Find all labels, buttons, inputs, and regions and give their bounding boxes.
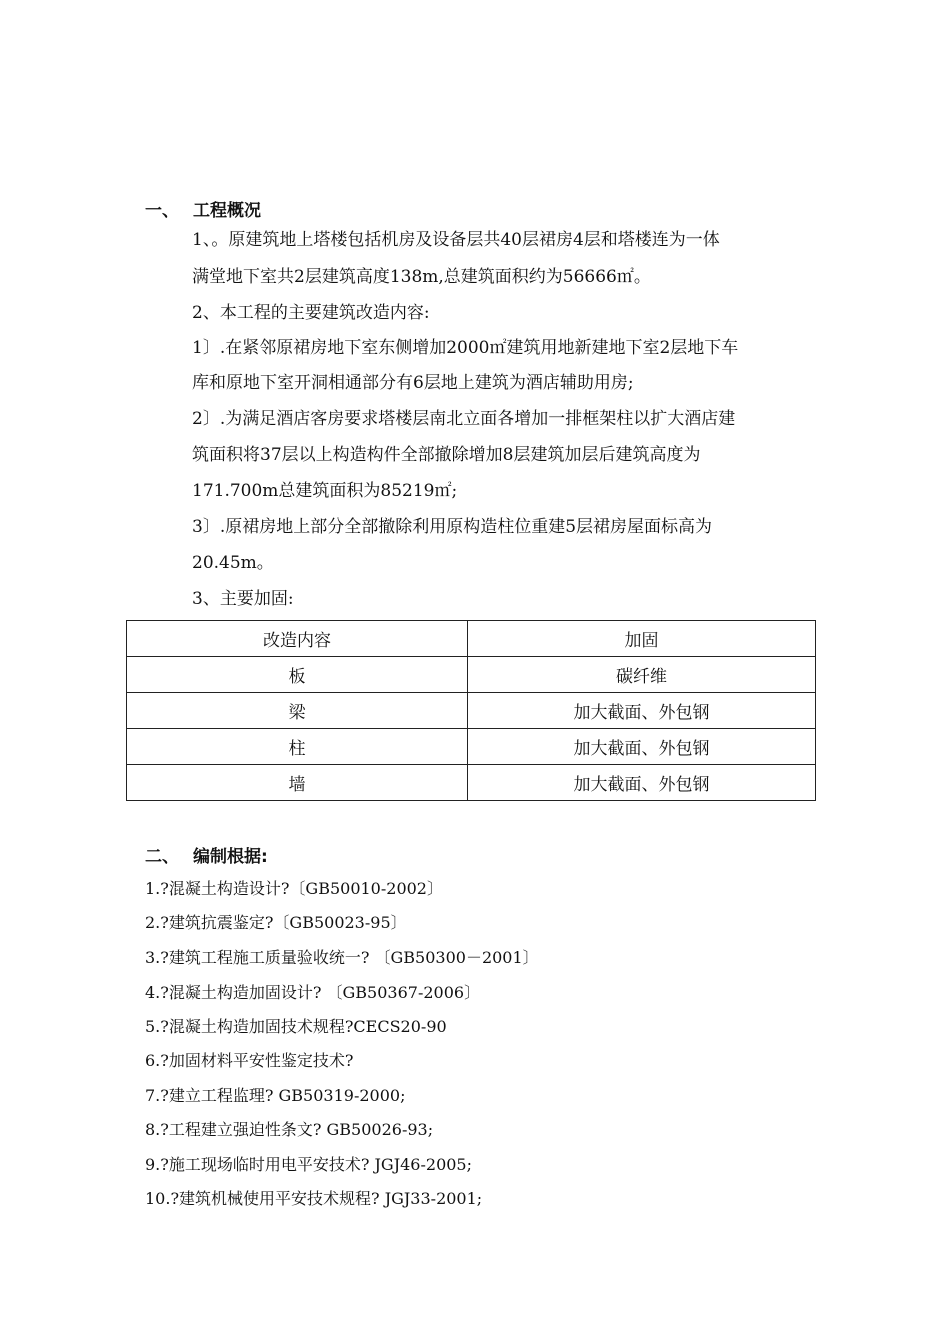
table-cell: 梁 [127,693,468,729]
table-row [127,765,816,801]
paragraph-line: 3〕.原裙房地上部分全部撤除利用原构造柱位重建5层裙房屋面标高为 [192,517,713,537]
paragraph-line: 20.45m。 [192,553,274,573]
reinforcement-table [126,620,816,801]
paragraph-line: 2〕.为满足酒店客房要求塔楼层南北立面各增加一排框架柱以扩大酒店建 [192,409,736,429]
section-title: 工程概况 [193,201,261,221]
reference-item: 10.?建筑机械使用平安技术规程? JGJ33-2001; [145,1189,483,1208]
reference-item: 7.?建立工程监理? GB50319-2000; [145,1086,406,1105]
reference-item: 1.?混凝土构造设计?〔GB50010-2002〕 [145,879,443,898]
table-cell: 加大截面、外包钢 [468,729,816,765]
paragraph-line: 1、。原建筑地上塔楼包括机房及设备层共40层裙房4层和塔楼连为一体 [192,230,720,250]
table-cell: 墙 [127,765,468,801]
table-cell: 加大截面、外包钢 [468,765,816,801]
table-header-cell: 改造内容 [127,621,468,657]
table-cell: 柱 [127,729,468,765]
section-title: 编制根据: [193,847,268,867]
table-row [127,657,816,693]
table-row [127,729,816,765]
paragraph-line: 库和原地下室开洞相通部分有6层地上建筑为酒店辅助用房; [192,373,634,393]
section-number: 二、 [145,847,179,867]
paragraph-line: 满堂地下室共2层建筑高度138m,总建筑面积约为56666㎡。 [192,267,651,287]
table-header-row [127,621,816,657]
reference-item: 5.?混凝土构造加固技术规程?CECS20-90 [145,1017,447,1036]
table-header-cell: 加固 [468,621,816,657]
reference-item: 3.?建筑工程施工质量验收统一? 〔GB50300－2001〕 [145,948,539,967]
paragraph-line: 筑面积将37层以上构造构件全部撤除增加8层建筑加层后建筑高度为 [192,445,701,465]
paragraph-line: 3、主要加固: [192,589,294,609]
paragraph-line: 1〕.在紧邻原裙房地下室东侧增加2000㎡建筑用地新建地下室2层地下车 [192,338,739,358]
table-cell: 板 [127,657,468,693]
section-number: 一、 [145,201,179,221]
paragraph-line: 171.700m总建筑面积为85219㎡; [192,481,458,501]
reference-item: 4.?混凝土构造加固设计? 〔GB50367-2006〕 [145,983,481,1002]
reference-item: 8.?工程建立强迫性条文? GB50026-93; [145,1120,434,1139]
table-cell: 碳纤维 [468,657,816,693]
reference-item: 9.?施工现场临时用电平安技术? JGJ46-2005; [145,1155,472,1174]
reference-item: 2.?建筑抗震鉴定?〔GB50023-95〕 [145,913,407,932]
section-heading-basis [145,842,268,867]
table-cell: 加大截面、外包钢 [468,693,816,729]
table-row [127,693,816,729]
paragraph-line: 2、本工程的主要建筑改造内容: [192,303,430,323]
section-heading-overview [145,196,261,221]
reference-item: 6.?加固材料平安性鉴定技术? [145,1051,354,1070]
